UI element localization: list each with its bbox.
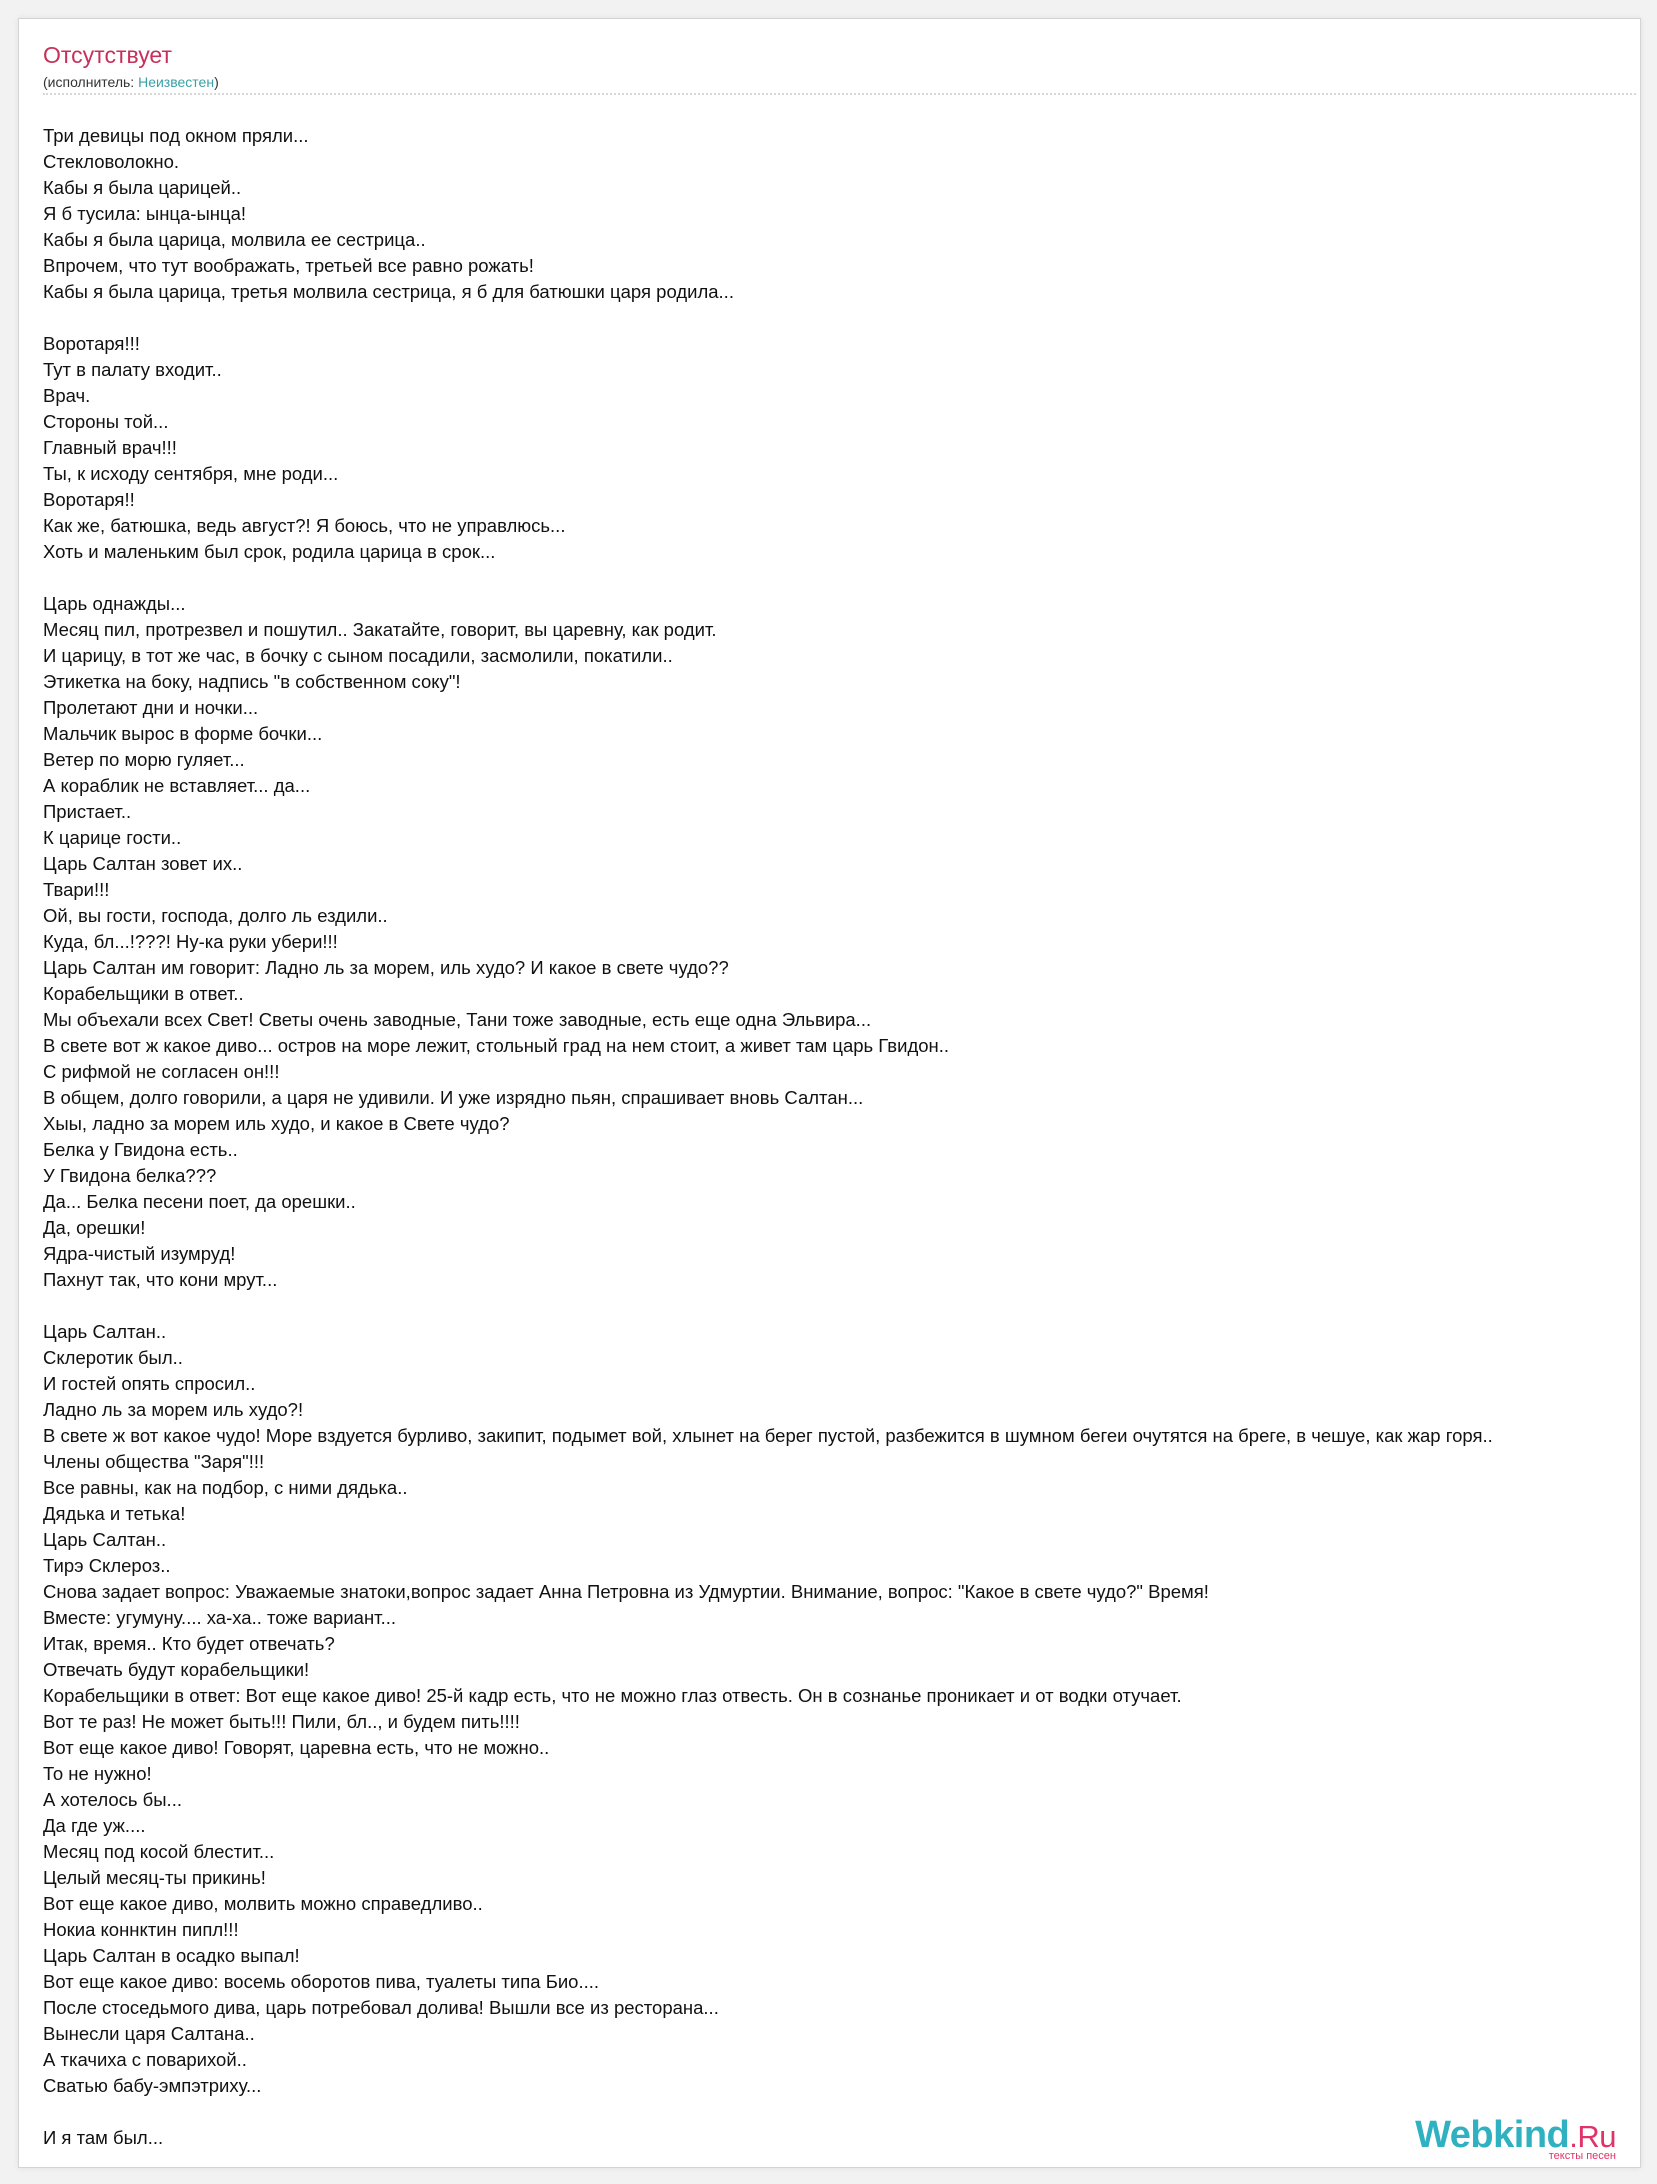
lyric-line: Стекловолокно. — [43, 151, 180, 172]
lyric-line: Снова задает вопрос: Уважаемые знатоки,вопрос задает Анна Петровна из Удмуртии. Внимание, вопрос: "Какое в свете чудо?" Время! — [43, 1581, 1209, 1602]
lyric-line: У Гвидона белка??? — [43, 1165, 217, 1186]
lyric-line: Царь Салтан в осадко выпал! — [43, 1945, 300, 1966]
lyric-line: А хотелось бы... — [43, 1789, 182, 1810]
lyric-line: Ветер по морю гуляет... — [43, 749, 245, 770]
lyric-line: Царь Салтан зовет их.. — [43, 853, 243, 874]
lyric-line: Воротаря!!! — [43, 333, 140, 354]
lyric-line: Царь Салтан.. — [43, 1529, 167, 1550]
lyric-line: Впрочем, что тут воображать, третьей все равно рожать! — [43, 255, 534, 276]
lyric-line: В свете вот ж какое диво... остров на море лежит, стольный град на нем стоит, а живет там царь Гвидон.. — [43, 1035, 950, 1056]
lyric-line: Как же, батюшка, ведь август?! Я боюсь, что не управлюсь... — [43, 515, 566, 536]
lyric-line: Белка у Гвидона есть.. — [43, 1139, 238, 1160]
lyric-line: Да где уж.... — [43, 1815, 146, 1836]
lyric-line: В свете ж вот какое чудо! Море вздуется бурливо, закипит, подымет вой, хлынет на берег пустой, разбежится в шумном бегеи очутятся на бреге, в чешуе, как жар горя.. — [43, 1425, 1493, 1446]
logo-tagline: тексты песен — [1548, 2150, 1616, 2162]
lyric-line: Мальчик вырос в форме бочки... — [43, 723, 323, 744]
lyric-line: Вот еще какое диво! Говорят, царевна есть, что не можно.. — [43, 1737, 550, 1758]
lyric-line: И гостей опять спросил.. — [43, 1373, 256, 1394]
lyric-line: Царь Салтан.. — [43, 1321, 167, 1342]
lyric-line: Кабы я была царица, молвила ее сестрица.. — [43, 229, 426, 250]
lyric-line: Вот еще какое диво, молвить можно справедливо.. — [43, 1893, 483, 1914]
lyric-line: Царь Салтан им говорит: Ладно ль за морем, иль худо? И какое в свете чудо?? — [43, 957, 729, 978]
lyric-line: Да, орешки! — [43, 1217, 146, 1238]
lyric-line: Хыы, ладно за морем иль худо, и какое в Свете чудо? — [43, 1113, 510, 1134]
lyric-line: Вот еще какое диво: восемь оборотов пива, туалеты типа Био.... — [43, 1971, 600, 1992]
lyric-line: Корабельщики в ответ.. — [43, 983, 244, 1004]
lyric-line: Тут в палату входит.. — [43, 359, 222, 380]
lyric-line: Три девицы под окном пряли... — [43, 125, 309, 146]
lyric-line: Вынесли царя Салтана.. — [43, 2023, 255, 2044]
lyric-line: И царицу, в тот же час, в бочку с сыном посадили, засмолили, покатили.. — [43, 645, 673, 666]
lyric-line: Да... Белка песени поет, да орешки.. — [43, 1191, 356, 1212]
logo-word: Webkind — [1415, 2114, 1570, 2156]
lyric-line: Ой, вы гости, господа, долго ль ездили.. — [43, 905, 388, 926]
logo-tld: .Ru — [1569, 2119, 1616, 2154]
lyric-line: Вот те раз! Не может быть!!! Пили, бл.., и будем пить!!!! — [43, 1711, 520, 1732]
site-logo[interactable] — [1415, 2114, 1616, 2162]
lyric-line: К царице гости.. — [43, 827, 182, 848]
lyric-line: Врач. — [43, 385, 91, 406]
song-title: Отсутствует — [43, 42, 172, 68]
lyric-line: Стороны той... — [43, 411, 169, 432]
artist-line — [43, 74, 219, 91]
lyric-line: Ты, к исходу сентября, мне роди... — [43, 463, 339, 484]
lyric-line: Вместе: угумуну.... ха-ха.. тоже вариант... — [43, 1607, 397, 1628]
lyric-line: С рифмой не согласен он!!! — [43, 1061, 280, 1082]
lyric-line: Хоть и маленьким был срок, родила царица в срок... — [43, 541, 496, 562]
lyric-line: Твари!!! — [43, 879, 110, 900]
artist-suffix: ) — [214, 74, 219, 90]
lyric-line: Склеротик был.. — [43, 1347, 183, 1368]
lyric-line: И я там был... — [43, 2127, 164, 2148]
lyric-line: Нокиа коннктин пипл!!! — [43, 1919, 239, 1940]
lyric-line: Тирэ Склероз.. — [43, 1555, 171, 1576]
page-card — [18, 18, 1641, 2168]
lyric-line: Пахнут так, что кони мрут... — [43, 1269, 278, 1290]
lyric-line: Сватью бабу-эмпэтриху... — [43, 2075, 262, 2096]
lyric-line: Я б тусила: ынца-ынца! — [43, 203, 247, 224]
lyric-line: Члены общества "Заря"!!! — [43, 1451, 265, 1472]
lyric-line: Ядра-чистый изумруд! — [43, 1243, 236, 1264]
lyric-line: Главный врач!!! — [43, 437, 177, 458]
lyric-line: Ладно ль за морем иль худо?! — [43, 1399, 304, 1420]
lyric-line: Куда, бл...!???! Ну-ка руки убери!!! — [43, 931, 338, 952]
lyric-blank-line — [43, 565, 1641, 591]
lyric-line: Корабельщики в ответ: Вот еще какое диво! 25-й кадр есть, что не можно глаз отвесть. Он в сознанье проникает и от водки отучает. — [43, 1685, 1182, 1706]
lyric-line: Пролетают дни и ночки... — [43, 697, 259, 718]
lyrics-text — [43, 123, 1641, 2151]
lyric-line: В общем, долго говорили, а царя не удивили. И уже изрядно пьян, спрашивает вновь Салтан... — [43, 1087, 864, 1108]
lyric-line: Целый месяц-ты прикинь! — [43, 1867, 266, 1888]
lyric-line: Дядька и тетька! — [43, 1503, 186, 1524]
lyric-line: Отвечать будут корабельщики! — [43, 1659, 310, 1680]
lyric-line: Мы объехали всех Свет! Светы очень заводные, Тани тоже заводные, есть еще одна Эльвира... — [43, 1009, 872, 1030]
title-divider — [43, 93, 1636, 95]
lyric-line: Воротаря!! — [43, 489, 135, 510]
lyric-blank-line — [43, 2099, 1641, 2125]
lyric-blank-line — [43, 305, 1641, 331]
lyric-blank-line — [43, 1293, 1641, 1319]
lyric-line: Кабы я была царицей.. — [43, 177, 242, 198]
lyric-line: Царь однажды... — [43, 593, 186, 614]
lyric-line: А кораблик не вставляет... да... — [43, 775, 311, 796]
lyric-line: Месяц пил, протрезвел и пошутил.. Закатайте, говорит, вы царевну, как родит. — [43, 619, 717, 640]
lyric-line: Месяц под косой блестит... — [43, 1841, 275, 1862]
lyric-line: После стоседьмого дива, царь потребовал долива! Вышли все из ресторана... — [43, 1997, 719, 2018]
lyric-line: Все равны, как на подбор, с ними дядька.. — [43, 1477, 408, 1498]
artist-link[interactable]: Неизвестен — [138, 74, 215, 90]
lyric-line: Итак, время.. Кто будет отвечать? — [43, 1633, 335, 1654]
lyric-line: Этикетка на боку, надпись "в собственном соку"! — [43, 671, 461, 692]
lyric-line: Кабы я была царица, третья молвила сестрица, я б для батюшки царя родила... — [43, 281, 734, 302]
artist-prefix: (исполнитель: — [43, 74, 139, 90]
lyric-line: А ткачиха с поварихой.. — [43, 2049, 247, 2070]
lyric-line: То не нужно! — [43, 1763, 152, 1784]
lyric-line: Пристает.. — [43, 801, 132, 822]
